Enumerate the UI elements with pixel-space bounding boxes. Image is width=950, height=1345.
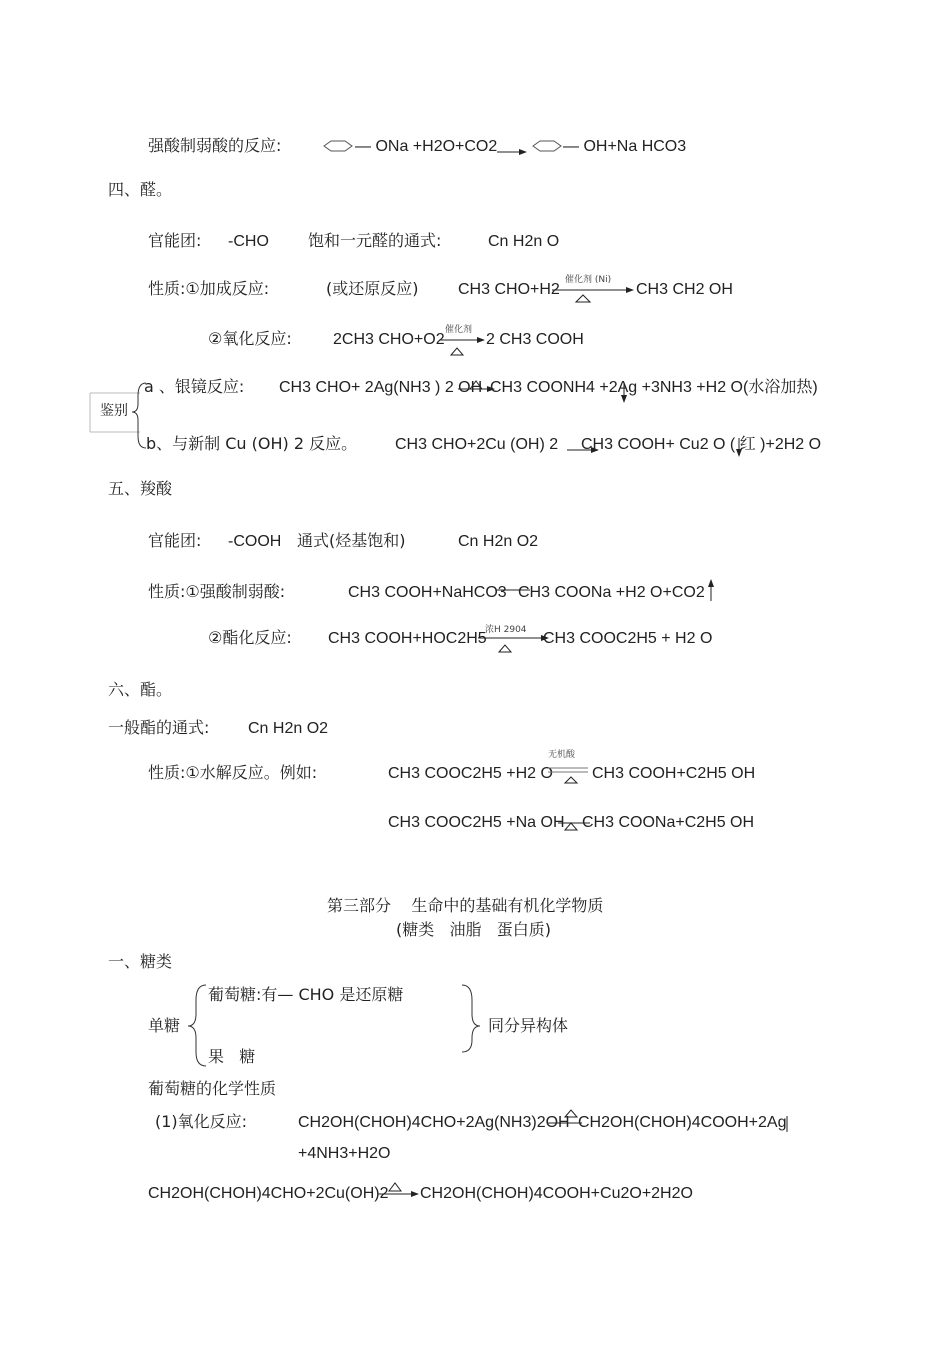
acid-prop2-catalyst: 浓H 2904 (485, 625, 527, 635)
ester-eq1-left: CH3 COOC2H5 +H2 O (388, 765, 553, 782)
cuoh-label: b、与新制 Cu (OH) 2 反应。 (146, 434, 358, 453)
heat-triangle-icon (451, 348, 463, 355)
heat-triangle-icon (565, 1110, 577, 1117)
acid-formula: Cn H2n O2 (458, 533, 539, 550)
fructose-line: 果 糖 (208, 1047, 256, 1066)
silver-mirror-right: CH3 COONH4 +2Ag +3NH3 +H2 O(水浴加热) (490, 379, 818, 396)
aldehyde-fg-label: 官能团: (148, 231, 202, 250)
silver-mirror-label: a 、银镜反应: (144, 377, 245, 396)
ester-prop-label: 性质:①水解反应。例如: (148, 763, 318, 782)
phenol-right-eq: — OH+Na HCO3 (563, 138, 687, 155)
glucose-ox-eq2-left: CH2OH(CHOH)4CHO+2Cu(OH)2 (148, 1185, 389, 1202)
cuoh-right: CH3 COOH+ Cu2 O ( 红 )+2H2 O (581, 436, 822, 453)
heat-triangle-icon (565, 823, 577, 830)
ester-eq1-right: CH3 COOH+C2H5 OH (592, 765, 756, 782)
glucose-chem-heading: 葡萄糖的化学性质 (148, 1079, 277, 1098)
benzene-ring-icon (533, 141, 561, 151)
aldehyde-prop2-label: ②氧化反应: (208, 329, 292, 348)
phenol-label: 强酸制弱酸的反应: (148, 136, 282, 155)
acid-formula-label: 通式(烃基饱和) (297, 531, 406, 550)
aldehyde-fg: -CHO (228, 233, 269, 250)
acid-prop2-eq: CH3 COOH+HOC2H5 (328, 630, 487, 647)
glucose-ox-eq2-right: CH2OH(CHOH)4COOH+Cu2O+2H2O (420, 1185, 693, 1202)
ester-eq2-right: CH3 COONa+C2H5 OH (582, 814, 755, 831)
heat-triangle-icon (576, 295, 590, 302)
heat-triangle-icon (499, 645, 511, 652)
brace-left (188, 985, 206, 1066)
ester-eq2-left: CH3 COOC2H5 +Na OH (388, 814, 565, 831)
acid-prop2-right: CH3 COOC2H5 + H2 O (543, 630, 713, 647)
acid-prop1-right: CH3 COONa +H2 O+CO2 (518, 584, 705, 601)
aldehyde-prop1-left: CH3 CHO+H2 (458, 281, 560, 298)
phenol-left-eq: — ONa +H2O+CO2 (355, 138, 498, 155)
part3-title: 第三部分 生命中的基础有机化学物质 (327, 896, 604, 915)
acid-prop1-label: 性质:①强酸制弱酸: (148, 582, 286, 601)
acid-fg: -COOH (228, 533, 282, 550)
aldehyde-prop2-left: 2CH3 CHO+O2 (333, 331, 445, 348)
ester-eq1-catalyst: 无机酸 (548, 750, 576, 760)
aldehyde-prop1-right: CH3 CH2 OH (636, 281, 733, 298)
aldehyde-heading: 四、醛。 (108, 180, 173, 199)
silver-mirror-eq: CH3 CHO+ 2Ag(NH3 ) 2 OH (279, 379, 483, 396)
oxidation-label: (1)氧化反应: (155, 1112, 248, 1131)
aldehyde-formula-label: 饱和一元醛的通式: (308, 231, 442, 250)
monosaccharide-label: 单糖 (148, 1016, 181, 1035)
glucose-ox-eq1-cont: +4NH3+H2O (298, 1145, 391, 1162)
ester-formula: Cn H2n O2 (248, 720, 329, 737)
ester-heading: 六、酯。 (108, 680, 173, 699)
aldehyde-prop2-catalyst: 催化剂 (445, 325, 473, 335)
ester-formula-label: 一般酯的通式: (108, 718, 210, 737)
part3-subtitle: (糖类 油脂 蛋白质) (396, 920, 552, 939)
sugar-heading: 一、糖类 (108, 952, 173, 971)
glucose-ox-eq1-right: CH2OH(CHOH)4COOH+2Ag (578, 1114, 787, 1131)
glucose-line: 葡萄糖:有— CHO 是还原糖 (208, 985, 404, 1004)
acid-prop1-eq: CH3 COOH+NaHCO3 (348, 584, 507, 601)
acid-fg-label: 官能团: (148, 531, 202, 550)
acid-prop2-label: ②酯化反应: (208, 628, 292, 647)
aldehyde-prop1-label: 性质:①加成反应: (148, 279, 270, 298)
isomer-label: 同分异构体 (488, 1016, 569, 1035)
aldehyde-prop1-note: (或还原反应) (326, 279, 419, 298)
aldehyde-prop1-catalyst: 催化剂 (Ni) (565, 275, 612, 285)
aldehyde-prop2-right: 2 CH3 COOH (486, 331, 584, 348)
acid-heading: 五、羧酸 (108, 479, 173, 498)
heat-triangle-icon (565, 777, 577, 783)
heat-triangle-icon (389, 1183, 401, 1191)
cuoh-eq: CH3 CHO+2Cu (OH) 2 (395, 436, 559, 453)
brace-right (462, 985, 480, 1052)
benzene-ring-icon (324, 141, 352, 151)
aldehyde-formula: Cn H2n O (488, 233, 560, 250)
identify-label: 鉴别 (100, 403, 128, 419)
glucose-ox-eq1-left: CH2OH(CHOH)4CHO+2Ag(NH3)2OH (298, 1114, 570, 1131)
heat-triangle-icon (470, 381, 482, 389)
